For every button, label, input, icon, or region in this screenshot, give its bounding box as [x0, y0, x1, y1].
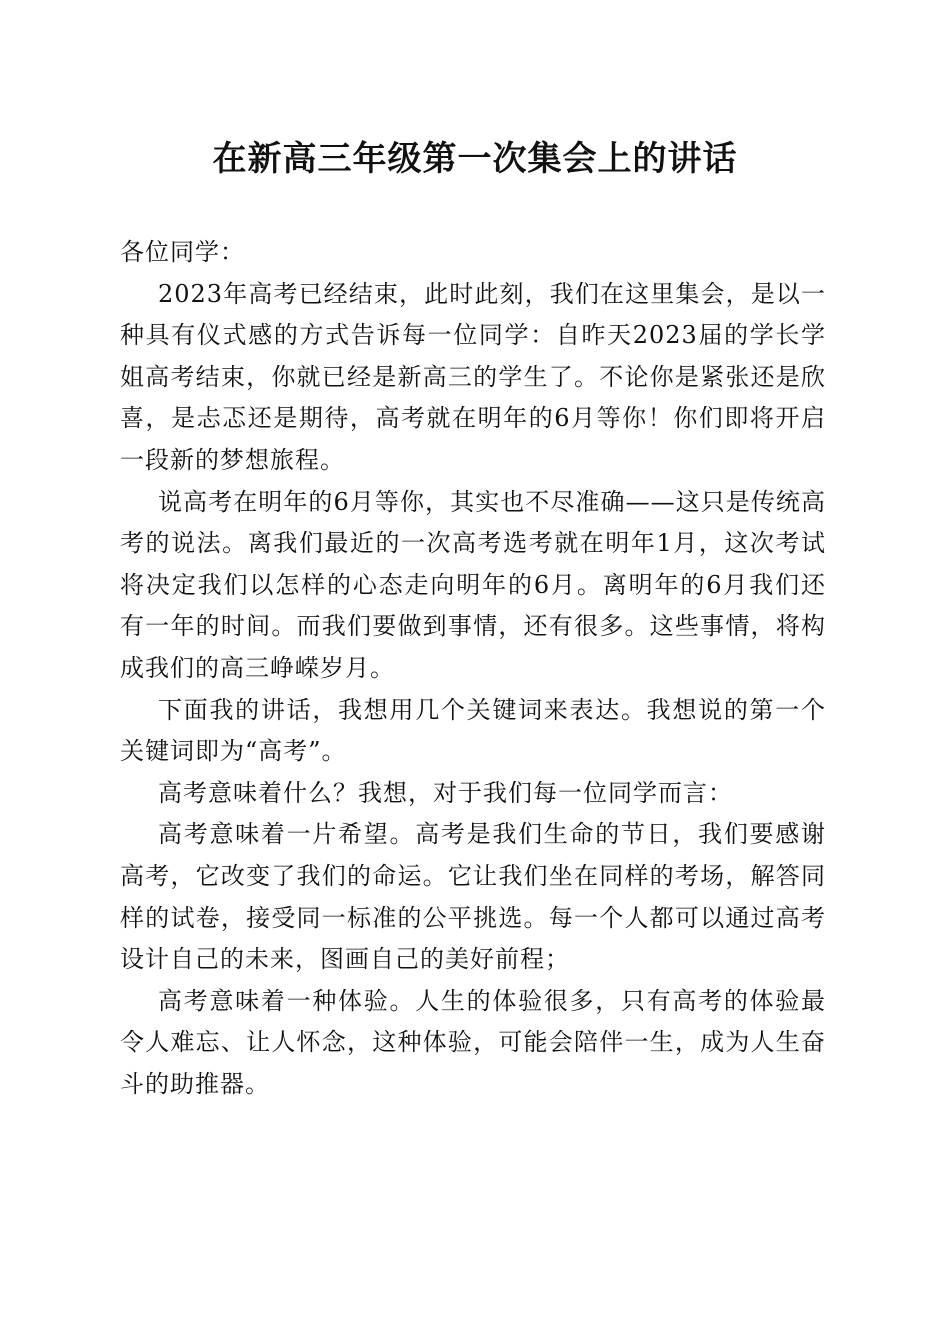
document-body: [120, 232, 826, 1105]
paragraph-1: 2023年高考已经结束，此时此刻，我们在这里集会，是以一种具有仪式感的方式告诉每一位同学：自昨天2023届的学长学姐高考结束，你就已经是新高三的学生了。不论你是紧张还是欣喜，是忐忑还是期待，高考就在明年的6月等你！你们即将开启一段新的梦想旅程。: [120, 279, 826, 474]
paragraph-4: 高考意味着什么？我想，对于我们每一位同学而言：: [158, 778, 733, 807]
paragraph-6: 高考意味着一种体验。人生的体验很多，只有高考的体验最令人难忘、让人怀念，这种体验，可能会陪伴一生，成为人生奋斗的助推器。: [120, 986, 826, 1098]
paragraph-2: 说高考在明年的6月等你，其实也不尽准确——这只是传统高考的说法。离我们最近的一次高考选考就在明年1月，这次考试将决定我们以怎样的心态走向明年的6月。离明年的6月我们还有一年的时间。而我们要做到事情，还有很多。这些事情，将构成我们的高三峥嵘岁月。: [120, 487, 826, 682]
salutation: 各位同学：: [120, 238, 245, 266]
document-title: 在新高三年级第一次集会上的讲话: [212, 139, 738, 179]
paragraph-3: 下面我的讲话，我想用几个关键词来表达。我想说的第一个关键词即为“高考”。: [120, 695, 826, 766]
paragraph-5: 高考意味着一片希望。高考是我们生命的节日，我们要感谢高考，它改变了我们的命运。它让我们坐在同样的考场，解答同样的试卷，接受同一标准的公平挑选。每一个人都可以通过高考设计自己的未来，图画自己的美好前程；: [120, 820, 826, 974]
